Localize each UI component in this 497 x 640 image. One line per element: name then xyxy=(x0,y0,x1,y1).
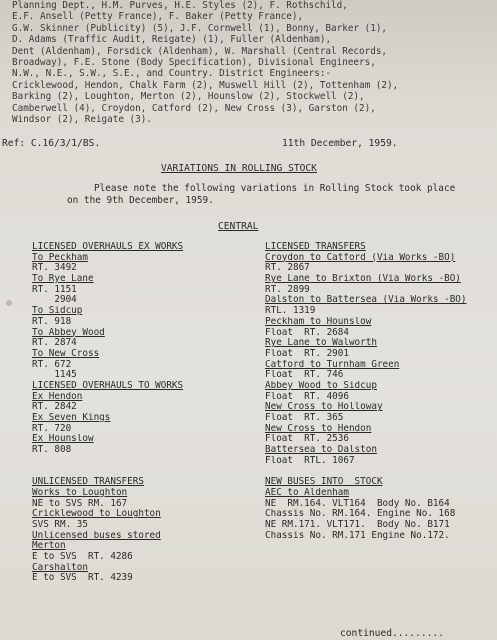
entry-value: Float RT. 2536 xyxy=(265,434,349,445)
distribution-line: Broadway), F.E. Stone (Body Specification), Divisional Engineers, xyxy=(12,56,376,68)
entry-value: RT. 672 xyxy=(32,359,72,370)
entry-heading: New Cross to Hendon xyxy=(265,423,372,434)
entry-heading: Ex Seven Kings xyxy=(32,413,111,423)
entry-heading: To New Cross xyxy=(32,348,100,359)
entry-heading: Peckham to Hounslow xyxy=(265,316,372,327)
distribution-line: E.F. Ansell (Petty France), F. Baker (Petty France), xyxy=(12,11,304,23)
entry-value xyxy=(265,466,497,477)
intro-line-2: on the 9th December, 1959. xyxy=(67,195,214,206)
entry-value: RT. 918 xyxy=(32,316,72,327)
entry-value: RT. 808 xyxy=(32,445,72,456)
distribution-line: Barking (2), Loughton, Merton (2), Hounslow (2), Stockwell (2), xyxy=(12,91,365,103)
distribution-line: Cricklewood, Hendon, Chalk Farm (2), Muswell Hill (2), Tottenham (2), xyxy=(12,79,399,91)
entry-value: RT. 2842 xyxy=(32,402,77,413)
entry-heading: LICENSED OVERHAULS EX WORKS xyxy=(32,242,184,252)
entry-heading: Rye Lane to Walworth xyxy=(265,338,377,349)
entry-value: Float RT. 2901 xyxy=(265,348,349,359)
right-column xyxy=(265,242,497,541)
distribution-line: Windsor (2), Reigate (3). xyxy=(12,113,152,125)
entry-value: Chassis No. RM.164. Engine No. 168 xyxy=(265,509,456,520)
entry-value: Float RT. 746 xyxy=(265,370,344,381)
entry-value: NE to SVS RM. 167 xyxy=(32,498,128,509)
entry-value: 1145 xyxy=(32,370,77,381)
entry-value: Float RTL. 1067 xyxy=(265,455,355,466)
reference: Ref: C.16/3/1/BS. xyxy=(2,138,101,149)
distribution-line: Planning Dept., H.M. Purves, H.E. Styles (2), F. Rothschild, xyxy=(12,0,348,11)
entry-heading: Ex Hounslow xyxy=(32,434,94,445)
entry-heading: NEW BUSES INTO STOCK xyxy=(265,477,383,488)
entry-heading: Abbey Wood to Sidcup xyxy=(265,380,377,391)
entry-value: SVS RM. 35 xyxy=(32,519,88,530)
entry-value: RT. 3492 xyxy=(32,263,77,274)
entry-heading: To Abbey Wood xyxy=(32,327,105,338)
entry-heading: Catford to Turnham Green xyxy=(265,359,400,370)
entry-heading: Dalston to Battersea (Via Works -BO) xyxy=(265,295,467,306)
section-heading: CENTRAL xyxy=(218,221,259,232)
entry-value: NE RM.164. VLT164 Body No. B164 xyxy=(265,498,450,509)
intro-line-1: Please note the following variations in Rolling Stock took place xyxy=(94,183,456,194)
entry-value: NE RM.171. VLT171. Body No. B171 xyxy=(265,519,450,530)
entry-value: E to SVS RT. 4239 xyxy=(32,573,133,584)
entry-heading: New Cross to Holloway xyxy=(265,402,383,413)
left-column xyxy=(32,242,267,584)
distribution-line: Dent (Aldenham), Forsdick (Aldenham), W. Marshall (Central Records, xyxy=(12,45,388,57)
entry-value xyxy=(32,466,267,477)
entry-value: Float RT. 2684 xyxy=(265,327,349,338)
entry-value: Float RT. 365 xyxy=(265,413,344,423)
entry-heading: Croydon to Catford (Via Works -BO) xyxy=(265,252,456,263)
entry-heading: Ex Hendon xyxy=(32,391,83,402)
document-date: 11th December, 1959. xyxy=(282,138,398,149)
entry-heading: Battersea to Dalston xyxy=(265,445,377,456)
entry-value: Float RT. 4096 xyxy=(265,391,349,402)
entry-heading: Rye Lane to Brixton (Via Works -BO) xyxy=(265,274,461,285)
entry-value: RT. 720 xyxy=(32,423,72,434)
entry-heading: Cricklewood to Loughton xyxy=(32,509,161,520)
entry-heading: Merton xyxy=(32,541,66,552)
entry-heading: To Rye Lane xyxy=(32,274,94,285)
punch-hole xyxy=(6,300,12,306)
entry-heading: AEC to Aldenham xyxy=(265,487,349,498)
document-title: VARIATIONS IN ROLLING STOCK xyxy=(161,163,317,174)
entry-value: RT. 1151 xyxy=(32,284,77,295)
entry-value: RT. 2899 xyxy=(265,284,310,295)
distribution-line: D. Adams (Traffic Audit, Reigate) (1), Fuller (Aldenham), xyxy=(12,34,332,46)
continued-note: continued......... xyxy=(340,628,444,639)
entry-value xyxy=(32,456,267,467)
entry-heading: Unlicensed buses stored xyxy=(32,530,161,541)
entry-heading: Works to Loughton xyxy=(32,487,128,498)
entry-value: RT. 2867 xyxy=(265,263,310,274)
entry-heading: UNLICENSED TRANSFERS xyxy=(32,477,144,488)
entry-heading: LICENSED OVERHAULS TO WORKS xyxy=(32,380,184,391)
entry-heading: Carshalton xyxy=(32,562,88,573)
entry-value: Chassis No. RM.171 Engine No.172. xyxy=(265,530,450,541)
entry-heading: To Peckham xyxy=(32,252,88,263)
distribution-line: N.W., N.E., S.W., S.E., and Country. District Engineers:- xyxy=(12,68,332,80)
entry-value: RTL. 1319 xyxy=(265,306,316,317)
entry-heading: LICENSED TRANSFERS xyxy=(265,242,366,252)
distribution-line: Camberwell (4), Croydon, Catford (2), New Cross (3), Garston (2), xyxy=(12,102,376,114)
entry-value: 2904 xyxy=(32,295,77,306)
distribution-list xyxy=(12,0,492,125)
entry-heading: To Sidcup xyxy=(32,306,83,317)
distribution-line: G.W. Skinner (Publicity) (5), J.F. Cornwell (1), Bonny, Barker (1), xyxy=(12,22,388,34)
entry-value: RT. 2874 xyxy=(32,338,77,349)
entry-value: E to SVS RT. 4286 xyxy=(32,551,133,562)
